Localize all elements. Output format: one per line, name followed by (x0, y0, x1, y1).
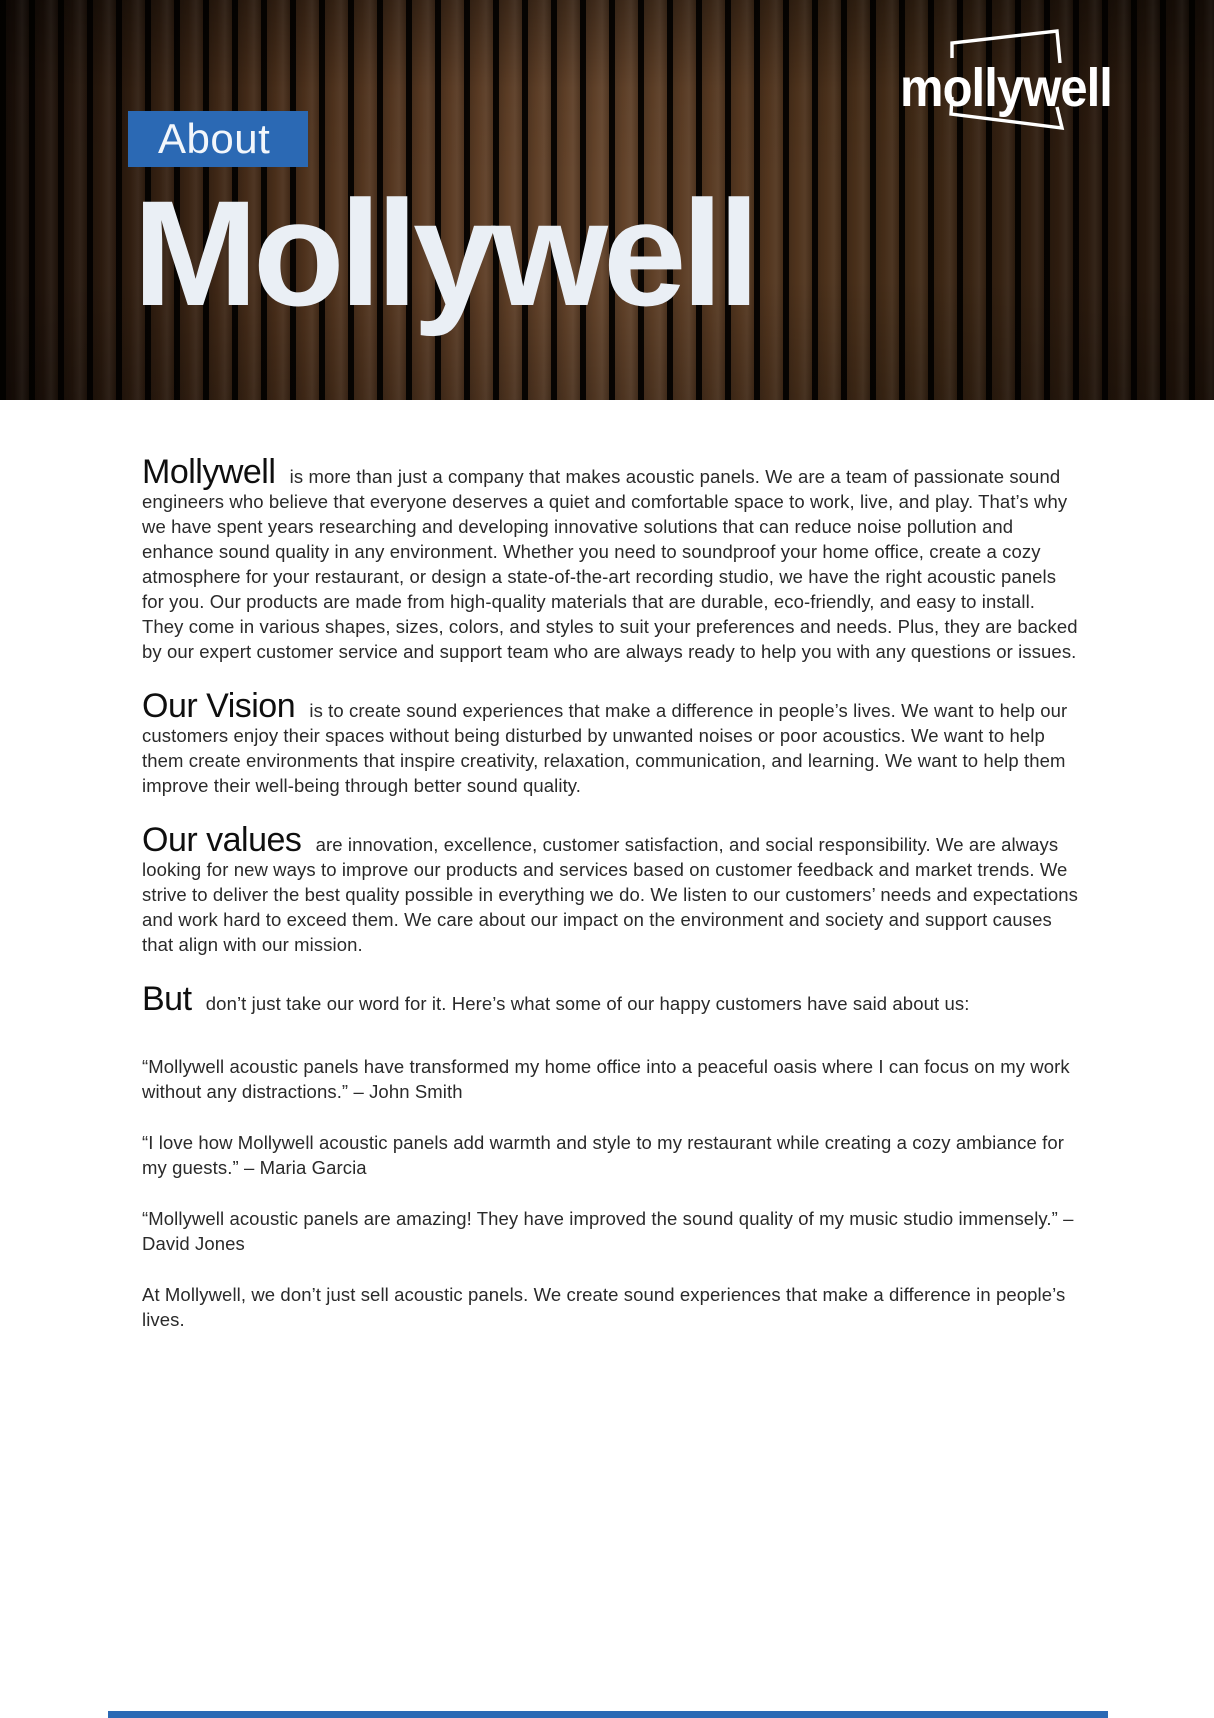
testimonial-john-smith (142, 1054, 1078, 1104)
testimonial-author: – David Jones (142, 1208, 1074, 1254)
footer-accent-bar (108, 1711, 1108, 1718)
section-testimonials-intro (142, 980, 1078, 1018)
section-company-heading: Mollywell (142, 453, 276, 491)
section-company (142, 453, 1078, 664)
testimonial-quote: “I love how Mollywell acoustic panels add warmth and style to my restaurant while creating a cozy ambiance for my guests.” (142, 1132, 1065, 1178)
section-vision (142, 687, 1078, 798)
testimonial-quote: “Mollywell acoustic panels have transformed my home office into a peaceful oasis where I can focus on my work without any distractions.” (142, 1056, 1070, 1102)
testimonial-author: – John Smith (353, 1081, 463, 1102)
section-values-text: are innovation, excellence, customer satisfaction, and social responsibility. We are always looking for new ways to improve our products and services based on customer feedback and market trends. We strive to deliver the best quality possible in everything we do. We listen to our customers’ needs and expectations and work hard to exceed them. We care about our impact on the environment and society and support causes that align with our mission. (142, 834, 1078, 955)
section-testimonials-heading: But (142, 980, 192, 1018)
testimonial-author: – Maria Garcia (243, 1157, 367, 1178)
section-testimonials-text: don’t just take our word for it. Here’s what some of our happy customers have said about us: (205, 993, 970, 1014)
section-values-heading: Our values (142, 821, 302, 859)
page-title: Mollywell (133, 169, 755, 337)
testimonial-quote: “Mollywell acoustic panels are amazing! They have improved the sound quality of my music studio immensely.” (142, 1208, 1058, 1229)
section-vision-text: is to create sound experiences that make a difference in people’s lives. We want to help our customers enjoy their spaces without being disturbed by unwanted noises or poor acoustics. We want to help them create environments that inspire creativity, relaxation, communication, and learning. We want to help them improve their well-being through better sound quality. (142, 700, 1068, 796)
brand-logo (860, 15, 1130, 140)
testimonial-david-jones (142, 1206, 1078, 1256)
page-body (0, 453, 1214, 1332)
testimonial-maria-garcia (142, 1130, 1078, 1180)
hero-banner (0, 0, 1214, 400)
logo-wordmark: mollywell (900, 58, 1112, 118)
section-vision-heading: Our Vision (142, 687, 296, 725)
section-values (142, 821, 1078, 957)
closing-statement: At Mollywell, we don’t just sell acoustic panels. We create sound experiences that make a difference in people’s lives. (142, 1284, 1066, 1330)
page-tag: About (128, 111, 308, 167)
section-company-text: is more than just a company that makes acoustic panels. We are a team of passionate sound engineers who believe that everyone deserves a quiet and comfortable space to work, live, and play. That’s why we have spent years researching and developing innovative solutions that can reduce noise pollution and enhance sound quality in any environment. Whether you need to soundproof your home office, create a cozy atmosphere for your restaurant, or design a state-of-the-art recording studio, we have the right acoustic panels for you. Our products are made from high-quality materials that are durable, eco-friendly, and easy to install. They come in various shapes, sizes, colors, and styles to suit your preferences and needs. Plus, they are backed by our expert customer service and support team who are always ready to help you with any questions or issues. (142, 466, 1078, 662)
logo-graphic (860, 15, 1130, 140)
